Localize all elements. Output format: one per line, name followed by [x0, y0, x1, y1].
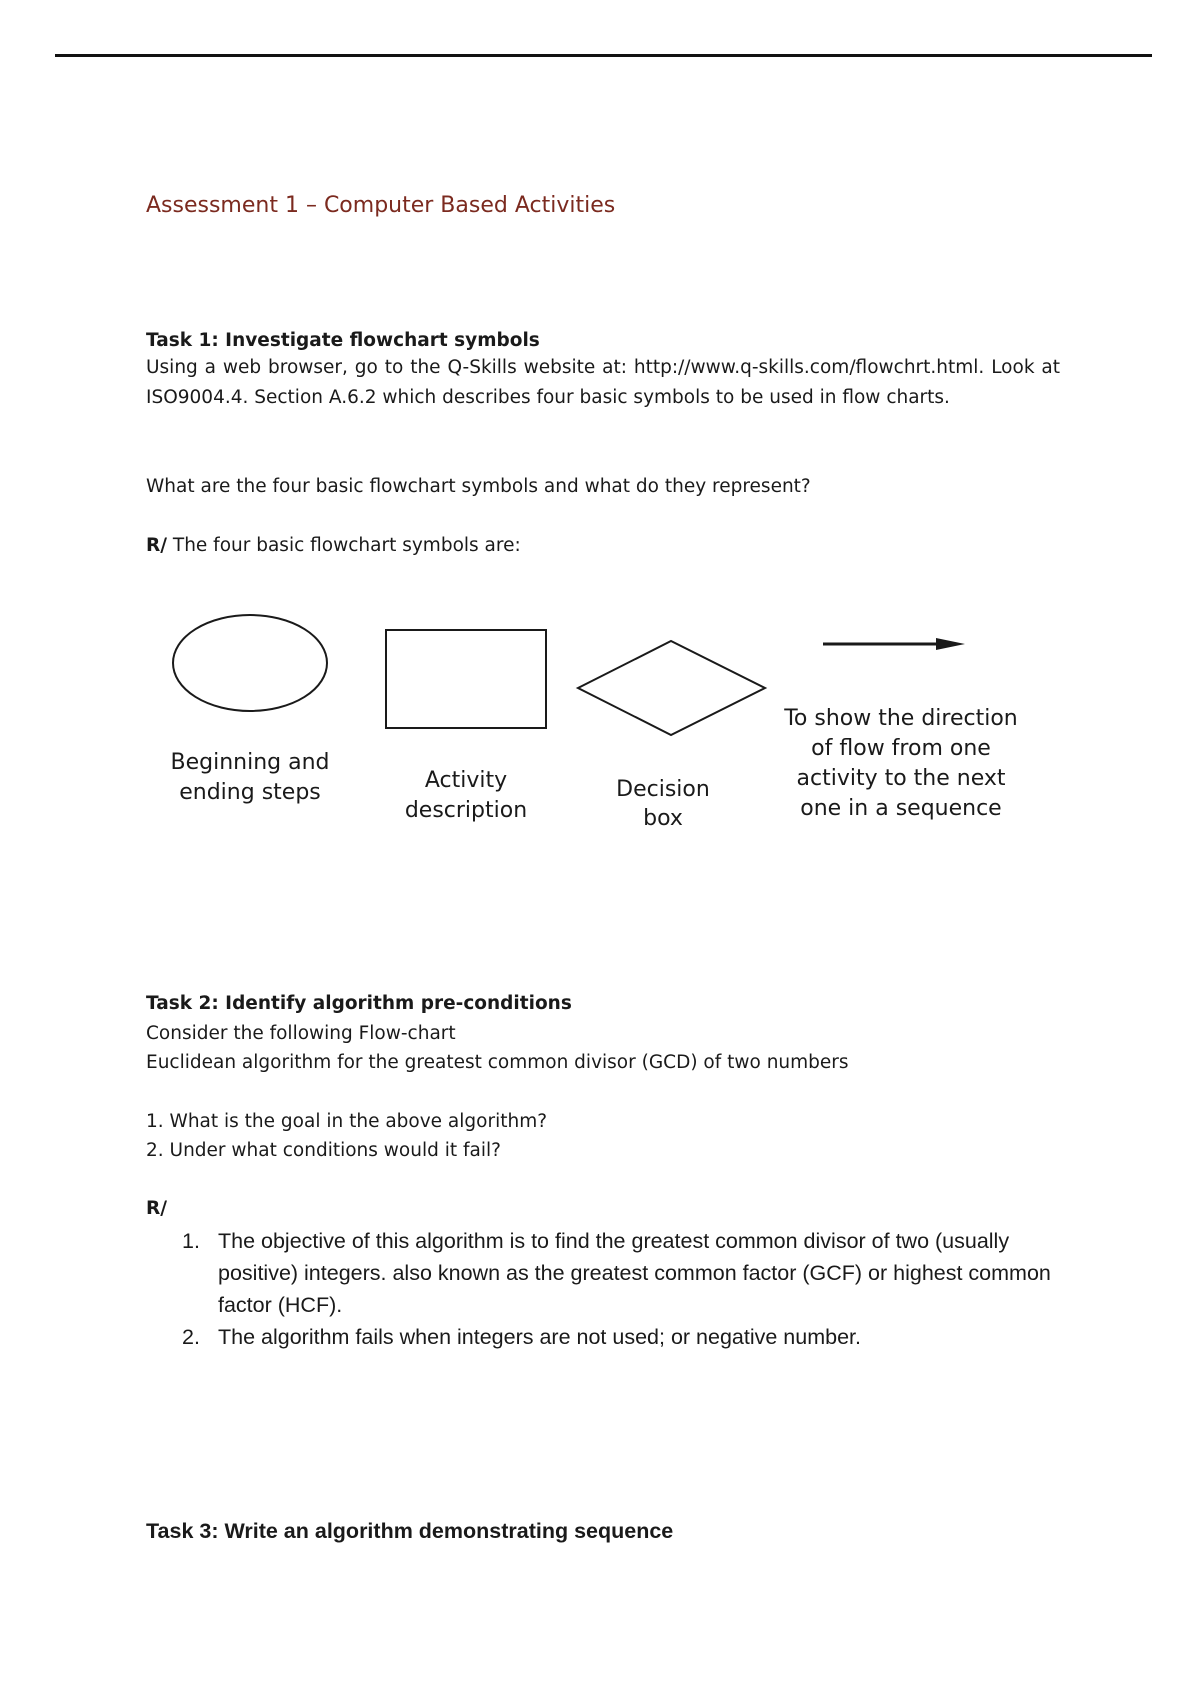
answer-text: The four basic flowchart symbols are: [167, 535, 521, 556]
symbol-label-arrow-1: To show the direction [784, 706, 1018, 731]
task2-line2: Euclidean algorithm for the greatest common divisor (GCD) of two numbers [146, 1052, 849, 1073]
symbol-label-rectangle-1: Activity [424, 768, 508, 793]
symbol-label-arrow-2: of flow from one [811, 736, 991, 761]
task2-answer-list [146, 1225, 1056, 1353]
symbol-label-diamond-1: Decision [616, 777, 710, 802]
document-title: Assessment 1 – Computer Based Activities [146, 193, 616, 218]
symbol-label-arrow-3: activity to the next [796, 766, 1006, 791]
symbol-label-ellipse-1: Beginning and [170, 750, 330, 775]
list-item-number: 1. [182, 1229, 200, 1253]
list-item [146, 1321, 1056, 1353]
rectangle-icon [386, 630, 546, 728]
task2-question2: 2. Under what conditions would it fail? [146, 1140, 501, 1161]
task1-heading: Task 1: Investigate flowchart symbols [146, 330, 540, 351]
diamond-icon [578, 641, 765, 735]
symbol-label-diamond-2: box [643, 806, 683, 831]
task1-answer [146, 535, 521, 556]
arrow-icon [823, 638, 965, 650]
task2-line1: Consider the following Flow-chart [146, 1023, 456, 1044]
symbol-label-arrow-4: one in a sequence [800, 796, 1002, 821]
task2-answer-label: R/ [146, 1198, 168, 1219]
task2-heading: Task 2: Identify algorithm pre-conditions [146, 993, 572, 1014]
header-rule [55, 54, 1152, 57]
task1-intro: Using a web browser, go to the Q-Skills website at: http://www.q-skills.com/flowchrt.html. Look at ISO9004.4. Section A.6.2 which describes four basic symbols to be used in flow charts. [146, 357, 1060, 408]
answer-label: R/ [146, 535, 168, 556]
task3-heading: Task 3: Write an algorithm demonstrating sequence [146, 1519, 674, 1543]
symbol-label-rectangle-2: description [404, 798, 528, 823]
list-item-text: The objective of this algorithm is to find the greatest common divisor of two (usually positive) integers. also known as the greatest common factor (GCF) or highest common factor (HCF). [218, 1229, 1051, 1317]
list-item [146, 1225, 1056, 1321]
ellipse-icon [173, 615, 327, 711]
flowchart-symbols-diagram [150, 595, 1050, 855]
symbol-label-ellipse-2: ending steps [179, 780, 321, 805]
task1-question: What are the four basic flowchart symbols and what do they represent? [146, 476, 811, 497]
list-item-text: The algorithm fails when integers are not used; or negative number. [218, 1325, 861, 1349]
task2-question1: 1. What is the goal in the above algorithm? [146, 1111, 548, 1132]
list-item-number: 2. [182, 1325, 200, 1349]
